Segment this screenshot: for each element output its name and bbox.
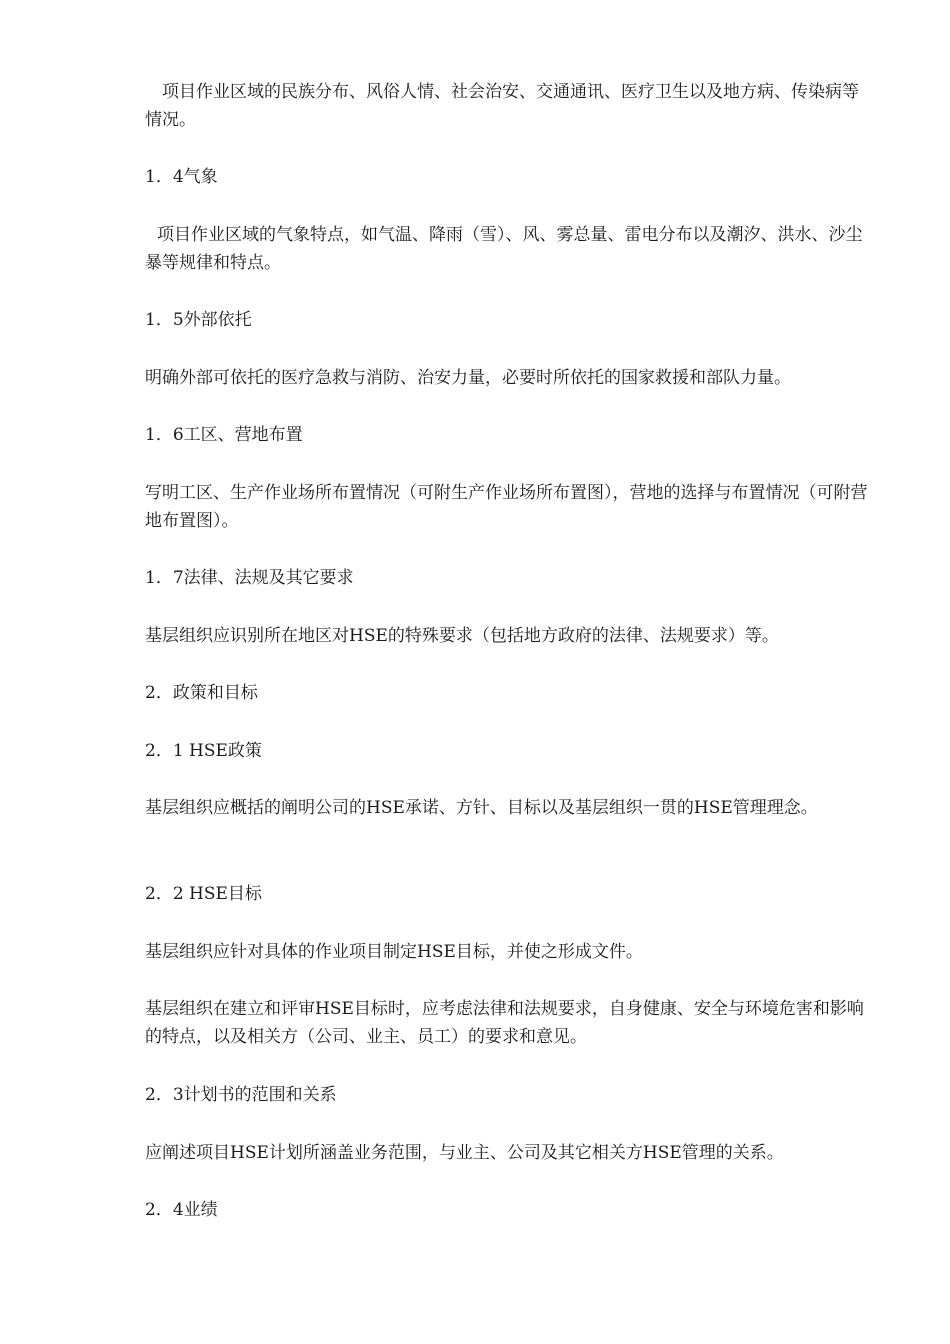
heading-2-3-scope: 2．3计划书的范围和关系 — [145, 1085, 337, 1105]
heading-2-4-performance: 2．4业绩 — [145, 1200, 218, 1220]
heading-1-6-camp-layout: 1．6工区、营地布置 — [145, 425, 303, 445]
paragraph-weather: 项目作业区域的气象特点，如气温、降雨（雪）、风、雾总量、雷电分布以及潮汐、洪水、沙尘暴等规律和特点。 — [145, 225, 863, 273]
paragraph-scope: 应阐述项目HSE计划所涵盖业务范围，与业主、公司及其它相关方HSE管理的关系。 — [145, 1143, 784, 1163]
paragraph-camp-layout: 写明工区、生产作业场所布置情况（可附生产作业场所布置图），营地的选择与布置情况（可附营地布置图）。 — [145, 483, 868, 531]
paragraph-social-conditions: 项目作业区域的民族分布、风俗人情、社会治安、交通通讯、医疗卫生以及地方病、传染病等情况。 — [145, 82, 859, 130]
heading-2-1-hse-policy: 2．1 HSE政策 — [145, 741, 262, 761]
heading-1-5-external-support: 1．5外部依托 — [145, 310, 252, 330]
paragraph-laws: 基层组织应识别所在地区对HSE的特殊要求（包括地方政府的法律、法规要求）等。 — [145, 626, 779, 646]
heading-2-policy-goals: 2．政策和目标 — [145, 683, 258, 703]
paragraph-external-support: 明确外部可依托的医疗急救与消防、治安力量，必要时所依托的国家救援和部队力量。 — [145, 368, 791, 388]
paragraph-hse-policy: 基层组织应概括的阐明公司的HSE承诺、方针、目标以及基层组织一贯的HSE管理理念。 — [145, 798, 818, 818]
heading-1-7-laws: 1．7法律、法规及其它要求 — [145, 568, 354, 588]
heading-1-4-weather: 1．4气象 — [145, 167, 218, 187]
paragraph-hse-goals-1: 基层组织应针对具体的作业项目制定HSE目标，并使之形成文件。 — [145, 942, 643, 962]
heading-2-2-hse-goals: 2．2 HSE目标 — [145, 884, 262, 904]
paragraph-hse-goals-2: 基层组织在建立和评审HSE目标时，应考虑法律和法规要求，自身健康、安全与环境危害和影响的特点，以及相关方（公司、业主、员工）的要求和意见。 — [145, 999, 864, 1047]
